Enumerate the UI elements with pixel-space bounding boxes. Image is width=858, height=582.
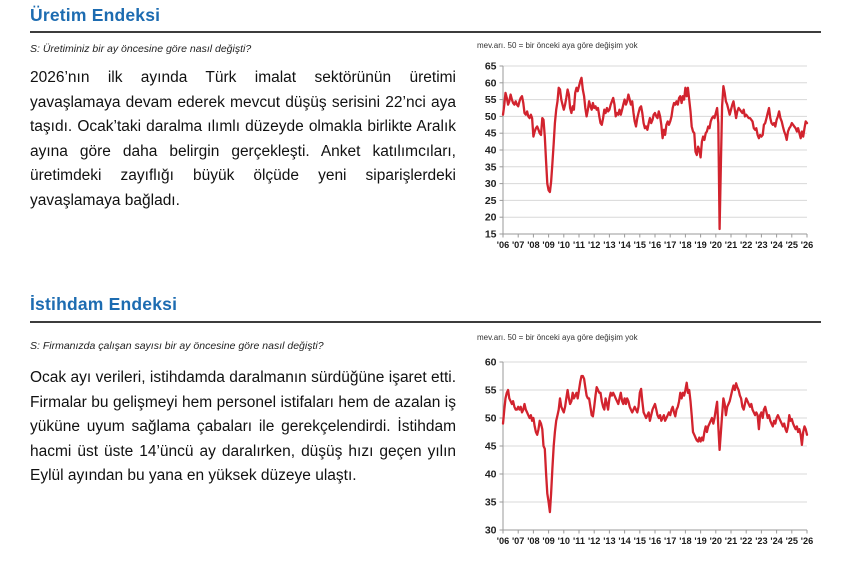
svg-text:'06: '06 <box>496 240 510 250</box>
employment-chart-note: mev.arı. 50 = bir önceki aya göre değişim yok <box>477 333 638 342</box>
svg-text:'07: '07 <box>511 240 525 250</box>
svg-text:'10: '10 <box>557 536 571 546</box>
svg-text:'13: '13 <box>603 240 616 250</box>
svg-text:'19: '19 <box>694 240 707 250</box>
svg-text:'23: '23 <box>755 536 768 546</box>
production-chart-note: mev.arı. 50 = bir önceki aya göre değişim yok <box>477 41 638 50</box>
production-title-rule <box>30 31 821 33</box>
svg-text:'18: '18 <box>679 240 692 250</box>
svg-text:'08: '08 <box>527 536 540 546</box>
svg-text:'24: '24 <box>770 536 783 546</box>
production-index-line-chart <box>471 52 823 256</box>
employment-title-rule <box>30 321 821 323</box>
svg-text:45: 45 <box>484 127 497 140</box>
svg-text:'14: '14 <box>618 240 631 250</box>
svg-text:'18: '18 <box>679 536 692 546</box>
svg-text:'11: '11 <box>573 240 585 250</box>
production-survey-question: S: Üretiminiz bir ay öncesine göre nasıl değişti? <box>30 43 252 55</box>
svg-text:'21: '21 <box>724 240 738 250</box>
svg-text:45: 45 <box>484 440 497 453</box>
svg-text:'13: '13 <box>603 536 616 546</box>
svg-text:'23: '23 <box>755 240 768 250</box>
svg-text:65: 65 <box>484 60 497 73</box>
svg-text:'22: '22 <box>739 536 753 546</box>
svg-text:'21: '21 <box>724 536 738 546</box>
svg-text:'07: '07 <box>511 536 525 546</box>
svg-text:'14: '14 <box>618 536 631 546</box>
svg-text:'06: '06 <box>496 536 510 546</box>
svg-text:'19: '19 <box>694 536 707 546</box>
svg-text:'26: '26 <box>800 536 814 546</box>
svg-text:50: 50 <box>484 412 497 425</box>
svg-text:'12: '12 <box>587 536 601 546</box>
svg-text:30: 30 <box>484 524 497 537</box>
production-body-text: 2026’nın ilk ayında Türk imalat sektörünün üretimi yavaşlamaya devam ederek mevcut düşüş serisini 22’nci aya taşıdı. Ocak’taki daralma ılımlı düzeyde olmakla birlikte Aralık ayına göre daha belirgin gerçekleşti. Anket katılımcıları, üretimdeki zayıflığı büyük ölçüde yeni siparişlerdeki yavaşlamaya bağladı. <box>30 69 456 209</box>
svg-text:'15: '15 <box>633 240 647 250</box>
employment-survey-question: S: Firmanızda çalışan sayısı bir ay öncesine göre nasıl değişti? <box>30 340 324 352</box>
svg-text:'24: '24 <box>770 240 783 250</box>
svg-text:'25: '25 <box>785 536 799 546</box>
svg-text:30: 30 <box>484 178 497 191</box>
svg-text:'15: '15 <box>633 536 647 546</box>
svg-text:15: 15 <box>484 228 497 241</box>
svg-text:'17: '17 <box>663 536 677 546</box>
svg-text:50: 50 <box>484 110 497 123</box>
svg-text:'16: '16 <box>648 536 662 546</box>
svg-text:60: 60 <box>484 356 497 369</box>
svg-text:'22: '22 <box>739 240 753 250</box>
svg-text:60: 60 <box>484 77 497 90</box>
svg-text:'09: '09 <box>542 536 555 546</box>
svg-text:35: 35 <box>484 496 497 509</box>
employment-index-line-chart <box>471 348 823 552</box>
svg-text:40: 40 <box>484 468 497 481</box>
svg-text:'08: '08 <box>527 240 540 250</box>
svg-text:25: 25 <box>484 194 497 207</box>
svg-text:'20: '20 <box>709 536 723 546</box>
svg-text:35: 35 <box>484 161 497 174</box>
svg-text:55: 55 <box>484 384 497 397</box>
svg-text:'25: '25 <box>785 240 799 250</box>
svg-text:'17: '17 <box>663 240 677 250</box>
svg-text:40: 40 <box>484 144 497 157</box>
svg-text:'12: '12 <box>587 240 601 250</box>
employment-section-title: İstihdam Endeksi <box>30 294 178 314</box>
svg-text:'11: '11 <box>573 536 585 546</box>
production-section-title: Üretim Endeksi <box>30 5 161 25</box>
svg-text:'09: '09 <box>542 240 555 250</box>
svg-text:20: 20 <box>484 211 497 224</box>
svg-text:'26: '26 <box>800 240 814 250</box>
svg-text:'10: '10 <box>557 240 571 250</box>
svg-text:'20: '20 <box>709 240 723 250</box>
employment-body-text: Ocak ayı verileri, istihdamda daralmanın sürdüğüne işaret etti. Firmalar bu gelişmeyi hem personel istifaları hem de azalan iş yüküne uyum sağlama çabaları ile gerekçelendirdi. İstihdam hacmi üst üste 14’üncü ay daralırken, düşüş hızı geçen yılın Eylül ayından bu yana en yüksek düzeye ulaştı. <box>30 369 456 485</box>
svg-text:'16: '16 <box>648 240 662 250</box>
svg-text:55: 55 <box>484 94 497 107</box>
